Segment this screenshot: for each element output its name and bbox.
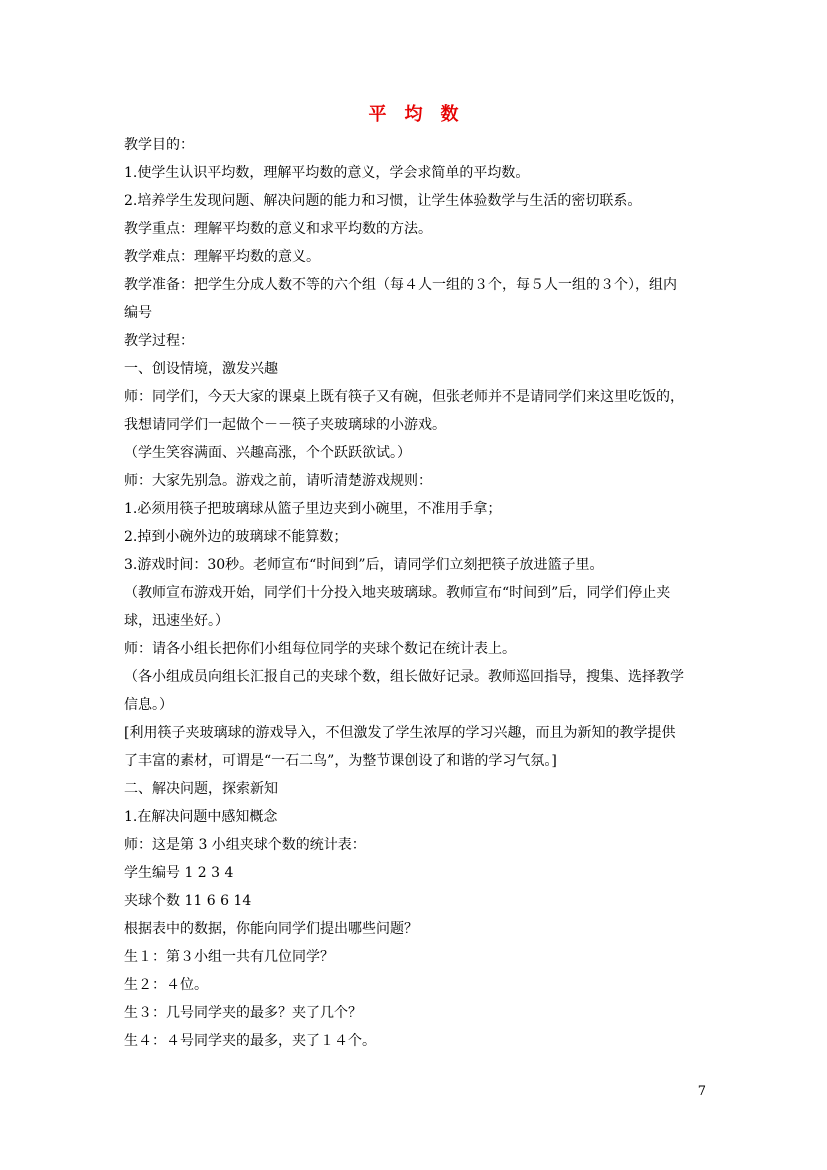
text-line: 我想请同学们一起做个－－筷子夹玻璃球的小游戏。: [124, 417, 446, 433]
text-line: 球，迅速坐好。）: [124, 613, 229, 629]
text-line: 了丰富的素材，可谓是“一石二鸟”，为整节课创设了和谐的学习气氛。]: [124, 753, 557, 769]
text-line: 生１：第３小组一共有几位同学？: [124, 949, 334, 965]
text-line: 1.必须用筷子把玻璃球从篮子里边夹到小碗里，不准用手拿；: [124, 501, 502, 517]
text-line: （学生笑容满面、兴趣高涨，个个跃跃欲试。）: [124, 445, 411, 461]
text-line: 1.使学生认识平均数，理解平均数的意义，学会求简单的平均数。: [124, 165, 530, 181]
page-number: 7: [697, 1084, 706, 1099]
text-line: 教学过程：: [124, 333, 194, 349]
text-line: 1.在解决问题中感知概念: [124, 809, 278, 825]
text-line: 生４：４号同学夹的最多，夹了１４个。: [124, 1033, 376, 1049]
text-line: 根据表中的数据，你能向同学们提出哪些问题？: [124, 921, 418, 937]
text-line: 生３：几号同学夹的最多？夹了几个？: [124, 1005, 362, 1021]
text-line: 二、解决问题，探索新知: [124, 781, 278, 797]
text-line: 教学难点：理解平均数的意义。: [124, 249, 320, 265]
text-line: 编号: [124, 305, 152, 321]
text-line: 教学准备：把学生分成人数不等的六个组（每４人一组的３个，每５人一组的３个），组内: [124, 277, 677, 293]
text-line: 信息。）: [124, 697, 173, 713]
text-line: 教学重点：理解平均数的意义和求平均数的方法。: [124, 221, 432, 237]
text-line: 夹球个数 11 6 6 14: [124, 893, 252, 909]
text-line: （教师宣布游戏开始，同学们十分投入地夹玻璃球。教师宣布“时间到”后，同学们停止夹: [124, 585, 671, 601]
text-line: 学生编号 1 2 3 4: [124, 865, 234, 881]
text-line: 2.培养学生发现问题、解决问题的能力和习惯，让学生体验数学与生活的密切联系。: [124, 193, 642, 209]
text-line: 2.掉到小碗外边的玻璃球不能算数；: [124, 529, 348, 545]
document-body: [124, 131, 704, 1055]
text-line: 教学目的：: [124, 137, 194, 153]
text-line: 一、创设情境，激发兴趣: [124, 361, 278, 377]
document-title: 平 均 数: [368, 104, 459, 125]
text-line: 生２：４位。: [124, 977, 208, 993]
text-line: （各小组成员向组长汇报自己的夹球个数，组长做好记录。教师巡回指导，搜集、选择教学: [124, 669, 684, 685]
text-line: 师：同学们，今天大家的课桌上既有筷子又有碗，但张老师并不是请同学们来这里吃饭的，: [124, 389, 684, 405]
text-line: [利用筷子夹玻璃球的游戏导入，不但激发了学生浓厚的学习兴趣，而且为新知的教学提供: [124, 725, 676, 741]
text-line: 师：请各小组长把你们小组每位同学的夹球个数记在统计表上。: [124, 641, 516, 657]
text-line: 师：大家先别急。游戏之前，请听清楚游戏规则：: [124, 473, 432, 489]
text-line: 师：这是第 3 小组夹球个数的统计表：: [124, 837, 366, 853]
text-line: 3.游戏时间：30秒。老师宣布“时间到”后，请同学们立刻把筷子放进篮子里。: [124, 557, 604, 573]
